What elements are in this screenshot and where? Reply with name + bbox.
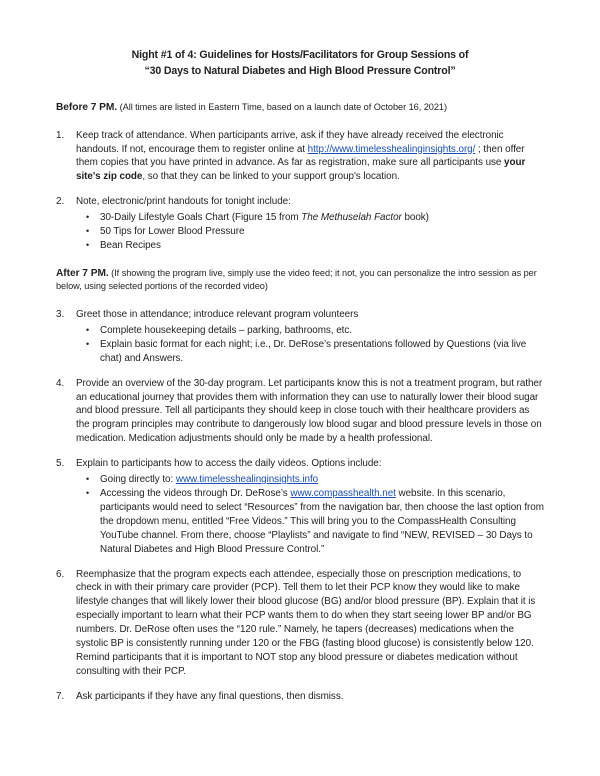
list-item-number: 2. bbox=[56, 196, 65, 208]
before-7pm-label: Before 7 PM. bbox=[56, 102, 118, 113]
bullet-text-a: 30-Daily Lifestyle Goals Chart (Figure 15 from bbox=[100, 212, 302, 224]
bullet-text: 50 Tips for Lower Blood Pressure bbox=[100, 226, 245, 238]
item-1-text-b: ; then offer them copies that you have printed in advance. As far as registration, make sure all participants use bbox=[76, 143, 525, 169]
page-title-line-2: “30 Days to Natural Diabetes and High Blood Pressure Control” bbox=[144, 64, 456, 77]
bullet-text: Going directly to: bbox=[100, 474, 176, 486]
greeting-bullet-list bbox=[76, 324, 544, 366]
bullet-text: Bean Recipes bbox=[100, 239, 161, 251]
bullet-text-b: book) bbox=[401, 212, 429, 224]
item-1-text-c: , so that they can be linked to your support group's location. bbox=[142, 171, 400, 183]
list-item-text: Reemphasize that the program expects each attendee, especially those on prescription medications, to check in with their primary care provider (PCP). Tell them to let their PCP know they would like to make lifestyle changes that will likely lower their blood glucose (BG) and/or blood pressure (BP). Explain that it is especially important to learn what their PCP wants them to do when they start seeing lower BP and/or BG numbers. Dr. DeRose often uses the “120 rule.” Namely, he tapers (decreases) medications when the systolic BP is consistently running under 120 or the FBG (fasting blood glucose) is consistently below 120. Remind participants that it is important to NOT stop any blood pressure or diabetes medication without consulting with their PCP. bbox=[76, 568, 536, 677]
spacer bbox=[56, 115, 544, 129]
list-item bbox=[56, 195, 544, 253]
compasshealth-net-link[interactable]: www.compasshealth.net bbox=[290, 488, 396, 499]
list-item-number: 7. bbox=[56, 690, 65, 702]
list-item bbox=[56, 690, 544, 704]
spacer bbox=[56, 294, 544, 308]
list-item bbox=[76, 225, 544, 239]
list-item bbox=[56, 308, 544, 366]
bullet-icon: • bbox=[86, 338, 90, 349]
list-item-number: 1. bbox=[56, 129, 65, 141]
list-item-number: 5. bbox=[56, 458, 65, 470]
bullet-icon: • bbox=[86, 488, 90, 498]
list-item bbox=[76, 487, 544, 557]
item-1-text-a: Keep track of attendance. When participants arrive, ask if they have already received the electronic handouts. If not, encourage them to register online at bbox=[76, 129, 504, 155]
list-item bbox=[56, 457, 544, 556]
list-item bbox=[56, 129, 544, 185]
after-7pm-heading bbox=[56, 267, 544, 294]
video-access-bullet-list bbox=[76, 473, 544, 556]
list-item bbox=[76, 239, 544, 253]
list-item-text: Note, electronic/print handouts for tonight include: bbox=[76, 196, 291, 208]
list-item bbox=[76, 338, 544, 366]
list-item bbox=[76, 324, 544, 338]
list-item-number: 6. bbox=[56, 568, 65, 580]
bullet-icon: • bbox=[86, 324, 90, 335]
list-item bbox=[76, 473, 544, 487]
handouts-bullet-list bbox=[76, 211, 544, 253]
book-title-italic: The Methuselah Factor bbox=[301, 212, 402, 224]
bullet-text-b: website. In this scenario, participants would need to select “Resources” from the navigation bar, then choose the last option from the dropdown menu, entitled “Free Videos.” This will bring you to the CompassHealth Consulting YouTube channel. From there, choose “Playlists” and navigate to find “NEW, REVISED – 30 Days to Natural Diabetes and High Blood Pressure Control.” bbox=[100, 488, 544, 555]
after-7pm-label: After 7 PM. bbox=[56, 267, 109, 279]
spacer bbox=[56, 253, 544, 267]
timelesshealinginsights-org-link[interactable]: http://www.timelesshealinginsights.org/ bbox=[307, 143, 476, 155]
list-item bbox=[56, 568, 544, 679]
spacer bbox=[56, 79, 544, 101]
bullet-icon: • bbox=[86, 226, 90, 237]
bullet-text-a: Accessing the videos through Dr. DeRose’s bbox=[100, 488, 291, 499]
bullet-icon: • bbox=[86, 212, 90, 223]
page-title bbox=[56, 48, 544, 79]
list-item-text: Explain to participants how to access the daily videos. Options include: bbox=[76, 458, 382, 470]
before-7pm-heading bbox=[56, 101, 544, 115]
bullet-icon: • bbox=[86, 239, 90, 250]
document-content bbox=[56, 48, 544, 704]
list-item-text: Ask participants if they have any final questions, then dismiss. bbox=[76, 690, 344, 702]
guidelines-list-part-2 bbox=[56, 308, 544, 704]
list-item bbox=[76, 211, 544, 225]
timelesshealinginsights-info-link[interactable]: www.timelesshealinginsights.info bbox=[175, 474, 319, 486]
after-7pm-note: (If showing the program live, simply use the video feed; it not, you can personalize the intro session as per below, using selected portions of the recorded video) bbox=[56, 267, 537, 292]
list-item bbox=[56, 377, 544, 447]
list-item-text: Provide an overview of the 30-day program. Let participants know this is not a treatment program, but rather an educational journey that provides them with information they can use to naturally lower their blood sugar and blood pressure. Tell all participants they should keep in close touch with their healthcare providers as the program principles may contribute to dangerously low blood sugar and blood pressure levels in those on medication. Medication adjustments should only be made by a health professional. bbox=[76, 377, 543, 445]
bullet-icon: • bbox=[86, 474, 90, 485]
list-item-text: Greet those in attendance; introduce relevant program volunteers bbox=[76, 309, 359, 321]
list-item-number: 3. bbox=[56, 309, 65, 321]
bullet-text: Complete housekeeping details – parking, bathrooms, etc. bbox=[100, 324, 352, 336]
bullet-text: Explain basic format for each night; i.e., Dr. DeRose’s presentations followed by Questions (via live chat) and Answers. bbox=[100, 338, 527, 364]
guidelines-list-part-1 bbox=[56, 129, 544, 253]
before-7pm-note: (All times are listed in Eastern Time, based on a launch date of October 16, 2021) bbox=[117, 102, 447, 112]
list-item-text bbox=[76, 129, 544, 185]
item-1-bold-phrase: your site's zip code bbox=[76, 157, 526, 183]
page-title-line-1: Night #1 of 4: Guidelines for Hosts/Facilitators for Group Sessions of bbox=[131, 49, 469, 61]
list-item-number: 4. bbox=[56, 377, 65, 389]
